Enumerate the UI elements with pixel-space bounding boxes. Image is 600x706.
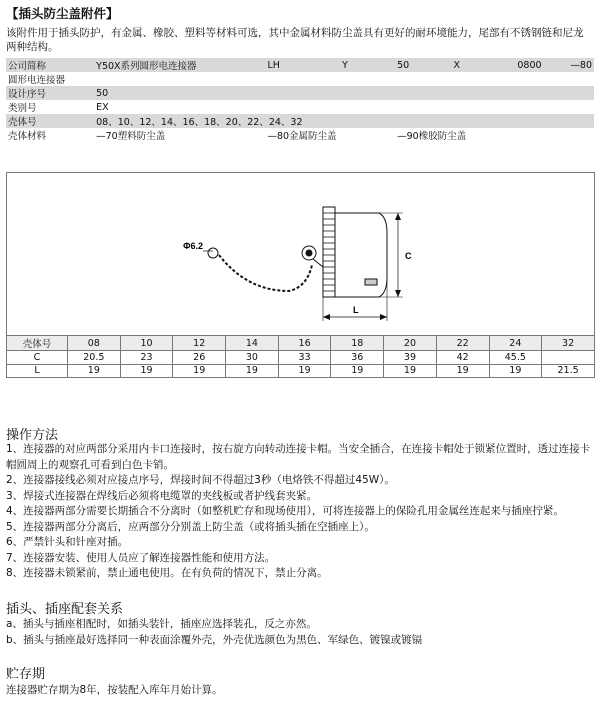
dim-header-cell: 32 xyxy=(542,336,595,351)
code-label: 壳体材料 xyxy=(8,131,47,142)
dim-cell xyxy=(542,351,595,365)
ops-item: 2、连接器接线必须对应接点序号，焊接时间不得超过3秒（电烙铁不得超过45W）。 xyxy=(6,474,395,486)
code-row xyxy=(6,128,594,142)
dim-cell: 23 xyxy=(120,351,173,365)
code-cell: 08、10、12、14、16、18、20、22、24、32 xyxy=(94,114,594,128)
dim-row xyxy=(7,364,595,378)
code-cell: 0800 xyxy=(515,58,568,72)
ops-item: 5、连接器两部分分离后，应两部分分别盖上防尘盖（或将插头插在空插座上）。 xyxy=(6,520,375,533)
ops-item: 8、连接器未锁紧前，禁止通电使用。在有负荷的情况下，禁止分离。 xyxy=(6,567,328,579)
page-title: 【插头防尘盖附件】 xyxy=(6,6,119,21)
dim-header-cell: 24 xyxy=(489,336,542,351)
dim-cell: 19 xyxy=(489,364,542,378)
code-row xyxy=(6,72,594,86)
dust-cap-diagram xyxy=(6,172,595,337)
dim-header-cell: 22 xyxy=(436,336,489,351)
ops-item: 3、焊接式连接器在焊线后必须将电缆罩的夹线板或者护线套夹紧。 xyxy=(6,489,318,502)
code-label: 类别号 xyxy=(8,103,37,114)
code-label: 公司简称 xyxy=(6,58,94,72)
dim-header-cell: 18 xyxy=(331,336,384,351)
mating-title: 插头、插座配套关系 xyxy=(6,602,124,617)
code-row xyxy=(6,100,594,114)
code-label: 设计序号 xyxy=(6,86,94,100)
ops-title: 操作方法 xyxy=(6,428,59,443)
code-cell: —70塑料防尘盖 xyxy=(96,131,166,142)
dim-cell: 33 xyxy=(278,351,331,365)
dimension-table xyxy=(6,335,595,378)
mating-item: a、插头与插座相配时，如插头装针，插座应选择装孔，反之亦然。 xyxy=(6,618,317,630)
dim-header-cell: 10 xyxy=(120,336,173,351)
dim-cell: 21.5 xyxy=(542,364,595,378)
dim-cell: 19 xyxy=(384,364,437,378)
code-cell: LH xyxy=(265,58,340,72)
dim-cell: 42 xyxy=(436,351,489,365)
ops-item: 7、连接器安装、使用人员应了解连接器性能和使用方法。 xyxy=(6,551,276,564)
code-row xyxy=(6,86,594,100)
code-cell: —80 xyxy=(570,59,592,71)
dim-cell: 20.5 xyxy=(68,351,121,365)
cap-body xyxy=(335,213,387,297)
code-cell: EX xyxy=(96,101,109,113)
ops-item: 4、连接器两部分需要长期插合不分离时（如整机贮存和现场使用），可将连接器上的保险孔用金属丝连起来与插座拧紧。 xyxy=(6,505,564,517)
code-table xyxy=(6,58,594,142)
code-cell: Y50X系列圆形电连接器 xyxy=(94,58,265,72)
c-label: C xyxy=(405,251,412,261)
ops-list xyxy=(6,442,594,582)
dim-cell: 19 xyxy=(226,364,279,378)
description-text: 该附件用于插头防护，有金属、橡胶、塑料等材料可选，其中金属材料防尘盖具有更好的耐环境能力，尾部有不锈钢链和尼龙两种结构。 xyxy=(6,27,584,53)
dim-cell: 19 xyxy=(278,364,331,378)
dim-header-cell: 14 xyxy=(226,336,279,351)
mating-list xyxy=(6,617,594,648)
dim-header-row xyxy=(7,336,595,351)
cap-knurl xyxy=(323,207,335,297)
code-cell: —90橡胶防尘盖 xyxy=(397,131,467,142)
code-cell: X xyxy=(452,58,516,72)
ops-item: 6、严禁针头和针座对插。 xyxy=(6,536,129,548)
ops-item: 1、连接器的对应两部分采用内卡口连接时，按右旋方向转动连接卡帽。当安全插合，在连接卡帽处于锁紧位置时，透过连接卡帽圆周上的观察孔可看到白色卡销。 xyxy=(6,443,591,471)
dim-cell: 19 xyxy=(173,364,226,378)
dim-cell: 26 xyxy=(173,351,226,365)
dim-header-cell: 08 xyxy=(68,336,121,351)
dim-cell: 19 xyxy=(68,364,121,378)
dim-cell: L xyxy=(7,364,68,378)
dim-cell: 30 xyxy=(226,351,279,365)
l-label: L xyxy=(353,305,359,315)
dim-header-cell: 16 xyxy=(278,336,331,351)
dim-cell: 19 xyxy=(331,364,384,378)
code-label: 壳体号 xyxy=(6,114,94,128)
code-row xyxy=(6,58,594,72)
dim-cell: 19 xyxy=(120,364,173,378)
dim-cell: 36 xyxy=(331,351,384,365)
code-cell: 50 xyxy=(94,86,594,100)
chain-ring xyxy=(208,248,218,258)
dim-cell: 39 xyxy=(384,351,437,365)
dim-row xyxy=(7,351,595,365)
phi-label: Φ6.2 xyxy=(183,241,203,251)
dim-header-cell: 壳体号 xyxy=(7,336,68,351)
code-row xyxy=(6,114,594,128)
mating-item: b、插头与插座最好选择同一种表面涂覆外壳，外壳优选颜色为黑色、军绿色、镀镍或镀镉 xyxy=(6,633,423,646)
code-cell: Y xyxy=(340,58,395,72)
code-cell: —80金属防尘盖 xyxy=(267,131,337,142)
code-label: 圆形电连接器 xyxy=(8,75,66,86)
dim-header-cell: 20 xyxy=(384,336,437,351)
diagram-svg xyxy=(7,173,594,336)
chain-line xyxy=(219,255,312,291)
dim-header-cell: 12 xyxy=(173,336,226,351)
dim-cell: C xyxy=(7,351,68,365)
code-cell: 50 xyxy=(395,58,451,72)
dim-cell: 19 xyxy=(436,364,489,378)
storage-text: 连接器贮存期为8年，按装配入库年月始计算。 xyxy=(6,684,223,696)
storage-title: 贮存期 xyxy=(6,667,46,682)
dim-cell: 45.5 xyxy=(489,351,542,365)
